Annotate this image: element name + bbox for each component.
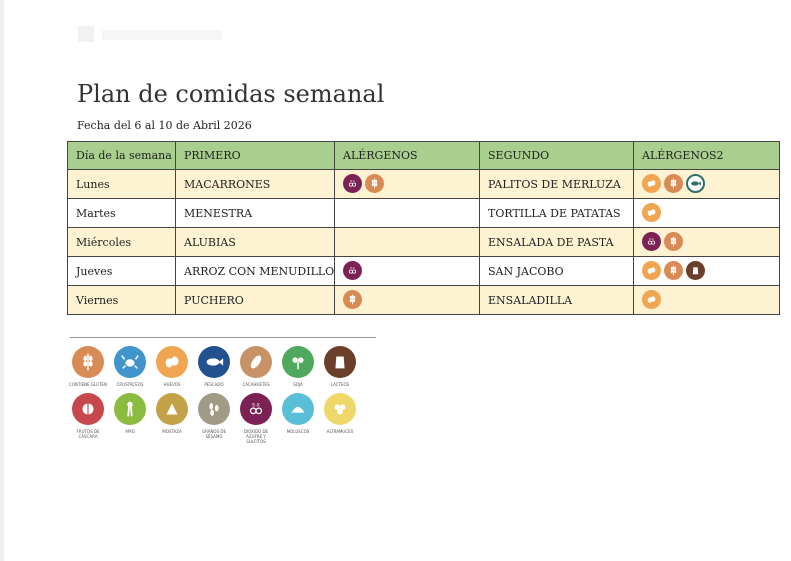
primero-cell: MENESTRA xyxy=(176,199,335,228)
legend-divider xyxy=(70,337,376,338)
svg-text:E-X: E-X xyxy=(350,265,355,270)
alergenos-cell xyxy=(335,257,480,286)
alergenos2-cell xyxy=(634,257,780,286)
huevos-icon xyxy=(642,290,661,309)
segundo-cell: TORTILLA DE PATATAS xyxy=(480,199,634,228)
legend-item xyxy=(277,346,319,387)
legend-label: FRUTOS DE CÁSCARA xyxy=(76,429,100,439)
altramuces-icon xyxy=(324,393,356,425)
legend-label: CRUSTÁCEOS xyxy=(116,382,144,387)
allergen-icons xyxy=(642,229,771,256)
legend-item xyxy=(151,346,193,387)
day-cell: Jueves xyxy=(68,257,176,286)
table-row xyxy=(68,199,780,228)
cacahuetes-icon xyxy=(240,346,272,378)
soja-icon xyxy=(282,346,314,378)
svg-text:E-X: E-X xyxy=(252,403,260,409)
gluten-icon xyxy=(343,290,362,309)
alergenos2-cell xyxy=(634,170,780,199)
crustaceos-icon xyxy=(114,346,146,378)
primero-cell: PUCHERO xyxy=(176,286,335,315)
legend-item xyxy=(319,346,361,387)
table-row xyxy=(68,228,780,257)
legend-item xyxy=(67,346,109,387)
alergenos-cell xyxy=(335,228,480,257)
legend-label: SOJA xyxy=(293,382,303,387)
allergen-icons xyxy=(343,171,471,198)
legend-label: CACAHUETES xyxy=(242,382,270,387)
allergen-icons xyxy=(642,258,771,285)
table-row xyxy=(68,170,780,199)
meal-plan-table xyxy=(67,141,780,315)
moluscos-icon xyxy=(282,393,314,425)
allergen-icons xyxy=(343,258,471,285)
page-title: Plan de comidas semanal xyxy=(77,80,385,108)
legend-item xyxy=(109,346,151,387)
segundo-cell: PALITOS DE MERLUZA xyxy=(480,170,634,199)
legend-label: CONTIENE GLUTEN xyxy=(69,382,107,387)
alergenos-cell xyxy=(335,170,480,199)
legend-item xyxy=(193,393,235,444)
segundo-cell: ENSALADILLA xyxy=(480,286,634,315)
primero-cell: ALUBIAS xyxy=(176,228,335,257)
legend-label: ALTRAMUCES xyxy=(326,429,354,434)
legend-item xyxy=(319,393,361,444)
legend-label: PESCADO xyxy=(204,382,224,387)
legend-item xyxy=(235,393,277,444)
segundo-cell: ENSALADA DE PASTA xyxy=(480,228,634,257)
gluten-icon xyxy=(664,232,683,251)
huevos-icon xyxy=(642,261,661,280)
legend-label: MOSTAZA xyxy=(162,429,182,434)
legend-item xyxy=(151,393,193,444)
pescado-icon xyxy=(686,174,705,193)
allergen-icons xyxy=(642,200,771,227)
alergenos2-cell xyxy=(634,199,780,228)
sesamo-icon xyxy=(198,393,230,425)
legend-label: MOLUSCOS xyxy=(286,429,310,434)
watermark-logo xyxy=(78,22,228,52)
lacteos-icon xyxy=(686,261,705,280)
legend-label: HUEVOS xyxy=(163,382,181,387)
huevos-icon xyxy=(642,174,661,193)
gluten-icon xyxy=(664,174,683,193)
alergenos-cell xyxy=(335,286,480,315)
legend-label: LÁCTEOS xyxy=(330,382,350,387)
table-row xyxy=(68,286,780,315)
alergenos2-cell xyxy=(634,286,780,315)
alergenos-cell xyxy=(335,199,480,228)
sulfitos-icon xyxy=(343,261,362,280)
allergen-icons xyxy=(343,200,471,227)
huevos-icon xyxy=(156,346,188,378)
gluten-icon xyxy=(664,261,683,280)
allergen-icons xyxy=(642,287,771,314)
legend-label: APIO xyxy=(125,429,135,434)
pescado-icon xyxy=(198,346,230,378)
sulfitos-icon xyxy=(642,232,661,251)
legend-item xyxy=(277,393,319,444)
legend-item xyxy=(67,393,109,444)
page-edge xyxy=(0,0,4,561)
primero-cell: ARROZ CON MENUDILLO xyxy=(176,257,335,286)
table-row xyxy=(68,257,780,286)
header-alergenos2: ALÉRGENOS2 xyxy=(634,142,780,170)
segundo-cell: SAN JACOBO xyxy=(480,257,634,286)
allergen-icons xyxy=(343,287,471,314)
header-alergenos: ALÉRGENOS xyxy=(335,142,480,170)
header-segundo: SEGUNDO xyxy=(480,142,634,170)
legend-grid xyxy=(67,346,377,444)
header-primero: PRIMERO xyxy=(176,142,335,170)
legend-item xyxy=(109,393,151,444)
allergen-icons xyxy=(642,171,771,198)
alergenos2-cell xyxy=(634,228,780,257)
sulfitos-icon xyxy=(240,393,272,425)
legend-item xyxy=(193,346,235,387)
header-dia: Día de la semana xyxy=(68,142,176,170)
gluten-icon xyxy=(72,346,104,378)
svg-text:E-X: E-X xyxy=(350,178,355,183)
svg-text:E-X: E-X xyxy=(649,236,654,241)
mostaza-icon xyxy=(156,393,188,425)
frutos-cascara-icon xyxy=(72,393,104,425)
day-cell: Viernes xyxy=(68,286,176,315)
legend-label: GRANOS DE SÉSAMO xyxy=(201,429,226,439)
allergen-icons xyxy=(343,229,471,256)
gluten-icon xyxy=(365,174,384,193)
day-cell: Miércoles xyxy=(68,228,176,257)
date-range: Fecha del 6 al 10 de Abril 2026 xyxy=(77,119,252,132)
day-cell: Martes xyxy=(68,199,176,228)
lacteos-icon xyxy=(324,346,356,378)
huevos-icon xyxy=(642,203,661,222)
apio-icon xyxy=(114,393,146,425)
table-header-row xyxy=(68,142,780,170)
allergen-legend xyxy=(67,337,377,444)
day-cell: Lunes xyxy=(68,170,176,199)
legend-label: DIÓXIDO DE AZUFRE Y SULFITOS xyxy=(243,429,269,444)
legend-item xyxy=(235,346,277,387)
primero-cell: MACARRONES xyxy=(176,170,335,199)
sulfitos-icon xyxy=(343,174,362,193)
